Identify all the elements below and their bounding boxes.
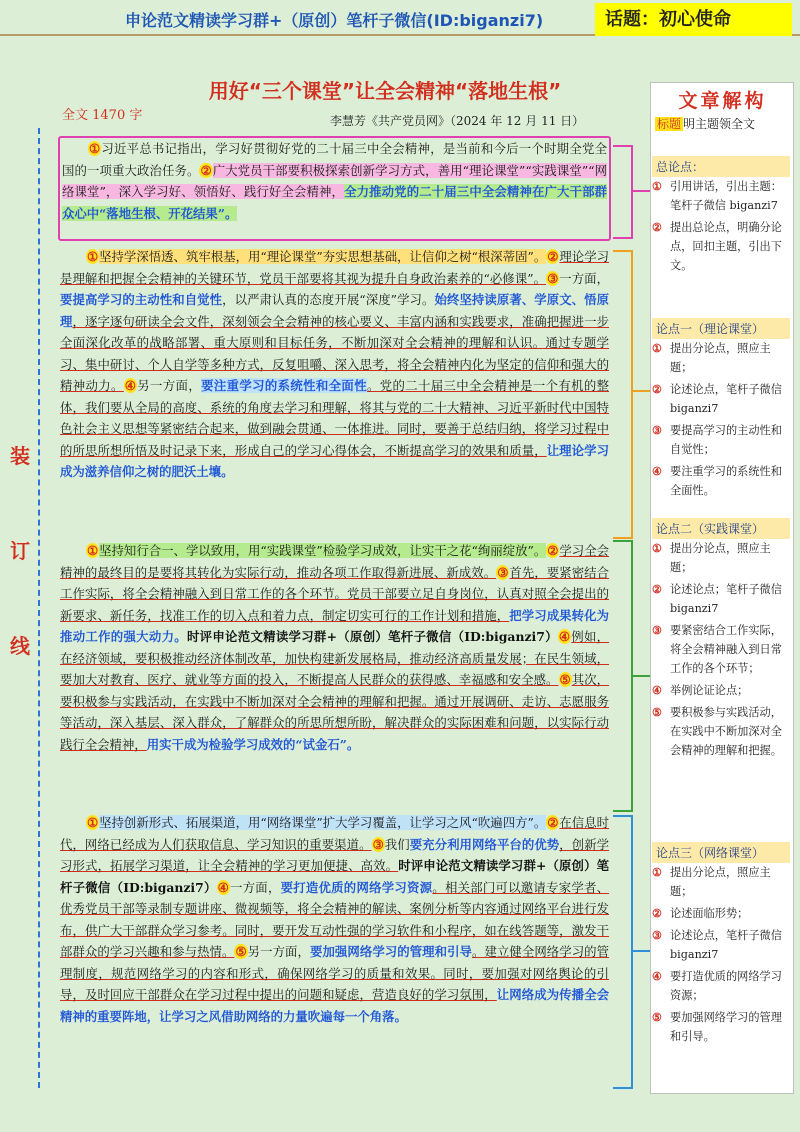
item-number: ② <box>652 382 663 396</box>
panel-section-items <box>652 177 790 278</box>
key-sentence: 让理论学习成为滋养信仰之树的肥沃土壤。 <box>60 442 610 479</box>
bracket-intro <box>613 145 633 239</box>
paragraph-network <box>58 812 611 1096</box>
panel-item <box>652 177 790 215</box>
key-phrase: 要注重学习的系统性和全面性 <box>201 378 367 393</box>
binding-char-1: 装 <box>10 444 30 468</box>
bracket-stem-intro <box>631 190 651 192</box>
bracket-network <box>613 815 633 1089</box>
item-text: 引用讲话，引出主题：笔杆子微信 biganzi7 <box>670 180 782 212</box>
item-number: ④ <box>652 969 663 983</box>
item-text: 要积极参与实践活动，在实践中不断加深对全会精神的理解和把握。 <box>670 706 782 757</box>
item-text: 举例论证论点； <box>670 684 749 697</box>
topic-badge: 话题：初心使命 <box>595 3 792 36</box>
item-text: 提出分论点，照应主题； <box>670 866 771 898</box>
panel-item <box>652 621 790 678</box>
sentence-number: ③ <box>372 836 384 852</box>
sentence-number: ⑤ <box>235 944 247 959</box>
sentence-number: ② <box>547 815 559 830</box>
panel-tagline <box>655 115 755 132</box>
item-text: 要注重学习的系统性和全面性。 <box>670 465 782 497</box>
paragraph-text: 。相关部门可以邀请专家学者、优秀党员干部等录制专题讲座、微视频等，将全会精神的解读、案例分析等内容通过网络平台进行发布，供广大干部群众学习参考。同时，要开发互动性强的学习软件和小程序，如在线答题等，激发干部群众的学习兴趣和参与热情。 <box>60 879 610 959</box>
paragraph-intro <box>58 136 611 241</box>
item-text: 要紧密结合工作实际，将全会精神融入到日常工作的各个环节； <box>670 624 782 675</box>
paragraph-text: 习近平总书记指出，学习好贯彻好党的二十届三中全会精神，是当前和今后一个时期全党全国的一项重大政治任务。 <box>62 141 608 178</box>
item-number: ④ <box>652 464 663 478</box>
paragraph-text: 。建立健全网络学习的管理制度，规范网络学习的内容和形式，确保网络学习的质量和效果。同时，要加强对网络舆论的引导，及时回应干部群众在学习过程中提出的问题和疑虑，营造良好的学习氛围， <box>60 944 610 1002</box>
bracket-stem-network <box>631 950 651 952</box>
panel-item <box>652 462 790 500</box>
word-count: 全文 1470 字 <box>62 108 143 123</box>
paragraph-theory <box>58 246 611 539</box>
paragraph-text: 。党的二十届三中全会精神是一个有机的整体，我们要从全局的高度、系统的角度去学习和理解，将其与党的二十大精神、习近平新时代中国特色社会主义思想等紧密结合起来，做到融会贯通、一体推进。同时，要善于总结归纳，将学习过程中的所思所想所悟及时记录下来，形成自己的学习心得体会，不断提高学习的效果和质量， <box>60 378 610 458</box>
sentence-number: ③ <box>497 564 509 580</box>
sentence-number: ② <box>547 543 559 558</box>
paragraph-practice <box>58 540 611 810</box>
panel-item <box>652 218 790 275</box>
paragraph-text: 广大党员干部要积极探索创新学习方式，善用“理论课堂”“实践课堂”“网络课堂”，深入学习好、领悟好、践行好全会精神， <box>62 162 607 199</box>
binding-char-3: 线 <box>10 634 30 658</box>
key-phrase: 要加强网络学习的管理和引导 <box>310 944 473 959</box>
key-phrase: 要提高学习的主动性和自觉性 <box>60 292 223 307</box>
panel-section-heading: 论点二（实践课堂） <box>652 518 790 539</box>
sentence-number: ① <box>87 543 99 558</box>
sentence-number: ② <box>547 249 559 264</box>
sentence-number: ① <box>89 141 101 156</box>
item-text: 要打造优质的网络学习资源； <box>670 970 782 1002</box>
key-phrase: 要打造优质的网络学习资源 <box>280 879 433 895</box>
paragraph-text: 我们 <box>384 836 410 852</box>
item-number: ⑤ <box>652 705 663 719</box>
item-number: ③ <box>652 928 663 942</box>
item-number: ① <box>652 341 663 355</box>
panel-item <box>652 421 790 459</box>
paragraph-text: 学习全会精神的最终目的是要将其转化为实际行动，推动各项工作取得新进展、新成效。 <box>60 543 610 580</box>
sentence-number: ① <box>87 815 99 830</box>
panel-item <box>652 703 790 760</box>
sub-thesis: 坚持学深悟透、筑牢根基，用“理论课堂”夯实思想基础，让信仰之树“根深蒂固”。 <box>99 249 547 264</box>
bracket-theory <box>613 250 633 539</box>
panel-item <box>652 904 790 923</box>
paragraph-text: 理论学习是理解和把握全会精神的关键环节，党员干部要将其视为提升自身政治素养的“必修课”。 <box>60 249 610 286</box>
sentence-number: ② <box>200 162 212 178</box>
panel-item <box>652 1008 790 1046</box>
item-text: 论述面临形势； <box>670 907 749 920</box>
item-text: 论述论点；笔杆子微信 biganzi7 <box>670 583 782 615</box>
item-text: 提出分论点，照应主题； <box>670 342 771 374</box>
bracket-stem-practice <box>631 675 651 677</box>
sentence-number: ④ <box>217 879 230 895</box>
panel-section-items <box>652 863 790 1049</box>
binding-line <box>38 128 40 1088</box>
paragraph-text: 其次，要积极参与实践活动，在实践中不断加深对全会精神的理解和把握。通过开展调研、走访、志愿服务等活动，深入基层、深入群众，了解群众的所思所想所盼，解决群众的实际困难和问题，以实际行动践行全会精神， <box>60 672 610 752</box>
item-text: 要提高学习的主动性和自觉性； <box>670 424 782 456</box>
sentence-number: ④ <box>124 378 137 393</box>
panel-item <box>652 380 790 418</box>
watermark-ad: 时评申论范文精读学习群+（原创）笔杆子微信（ID:biganzi7） <box>60 858 609 895</box>
item-text: 论述论点，笔杆子微信 biganzi7 <box>670 929 782 961</box>
item-text: 论述论点，笔杆子微信 biganzi7 <box>670 383 782 415</box>
paragraph-text: 一方面， <box>230 879 281 895</box>
sub-thesis: 坚持知行合一、学以致用，用“实践课堂”检验学习成效，让实干之花“绚丽绽放”。 <box>99 543 547 558</box>
panel-item <box>652 681 790 700</box>
panel-section-heading: 论点一（理论课堂） <box>652 318 790 339</box>
sentence-number: ① <box>87 249 99 264</box>
sentence-number: ⑤ <box>559 672 571 687</box>
panel-item <box>652 967 790 1005</box>
paragraph-text: 另一方面， <box>247 944 310 959</box>
item-number: ④ <box>652 683 663 697</box>
title-tag: 标题 <box>657 117 682 131</box>
panel-section-heading: 论点三（网络课堂） <box>652 842 790 863</box>
item-number: ① <box>652 541 663 555</box>
item-number: ① <box>652 179 663 193</box>
bracket-practice <box>613 540 633 812</box>
key-phrase: 要充分利用网络平台的优势 <box>409 836 560 852</box>
article-byline: 李慧芳《共产党员网》（2024 年 12 月 11 日） <box>330 114 585 128</box>
paragraph-text: ，逐字逐句研读全会文件，深刻领会全会精神的核心要义、丰富内涵和实践要求，准确把握进一步全面深化改革的战略部署、重大原则和目标任务，不断加深对全会精神的理解和认识。通过专题学习、集中研讨、个人自学等多种方式，反复咀嚼、深入思考，将全会精神内化为坚定的信仰和强大的精神动力。 <box>60 313 610 393</box>
watermark-ad: 时评申论范文精读学习群+（原创）笔杆子微信（ID:biganzi7） <box>186 629 558 644</box>
title-tag-text: 明主题领全文 <box>683 117 756 131</box>
item-text: 提出总论点，明确分论点，回扣主题，引出下文。 <box>670 221 782 272</box>
item-number: ⑤ <box>652 1010 663 1024</box>
bracket-stem-theory <box>631 390 651 392</box>
item-text: 要加强网络学习的管理和引导。 <box>670 1011 782 1043</box>
key-sentence: 让网络成为传播全会精神的重要阵地，让学习之风借助网络的力量吹遍每一个角落。 <box>60 987 610 1024</box>
panel-item <box>652 539 790 577</box>
panel-item <box>652 339 790 377</box>
key-sentence: 用实干成为检验学习成效的“试金石”。 <box>146 736 360 752</box>
panel-section-items <box>652 539 790 763</box>
panel-section-items <box>652 339 790 503</box>
item-number: ③ <box>652 623 663 637</box>
paragraph-text: 另一方面， <box>137 378 202 393</box>
key-sentence: 全力推动党的二十届三中全会精神在广大干部群众心中“落地生根、开花结果”。 <box>62 184 607 221</box>
sentence-number: ④ <box>558 629 571 644</box>
key-sentence: 把学习成果转化为推动工作的强大动力。 <box>60 607 610 644</box>
paragraph-text: ，创新学习形式，拓展学习渠道，让全会精神的学习更加便捷、高效。 <box>60 836 610 873</box>
article-headline: 用好“三个课堂”让全会精神“落地生根” <box>208 79 562 103</box>
panel-item <box>652 580 790 618</box>
paragraph-text: 在信息时代，网络已经成为人们获取信息、学习知识的重要渠道。 <box>60 815 610 852</box>
key-phrase: 始终坚持读原著、学原文、悟原理 <box>60 292 610 329</box>
panel-item <box>652 863 790 901</box>
paragraph-text: 一方面， <box>559 270 610 286</box>
item-number: ③ <box>652 423 663 437</box>
header-title: 申论范文精读学习群+（原创）笔杆子微信(ID:biganzi7) <box>125 11 544 30</box>
panel-section-heading: 总论点： <box>652 156 790 177</box>
panel-title: 文章解构 <box>678 90 767 112</box>
item-number: ① <box>652 865 663 879</box>
paragraph-text: ，以严肃认真的态度开展“深度”学习。 <box>222 292 435 307</box>
item-number: ② <box>652 220 663 234</box>
panel-item <box>652 926 790 964</box>
sentence-number: ③ <box>547 270 559 286</box>
paragraph-text: 例如，在经济领域，要积极推动经济体制改革，加快构建新发展格局，推动经济高质量发展；在民生领域，要加大对教育、医疗、就业等方面的投入，不断提高人民群众的获得感、幸福感和安全感。 <box>60 629 610 687</box>
item-number: ② <box>652 906 663 920</box>
item-text: 提出分论点，照应主题； <box>670 542 771 574</box>
sub-thesis: 坚持创新形式、拓展渠道，用“网络课堂”扩大学习覆盖，让学习之风“吹遍四方”。 <box>99 815 547 830</box>
item-number: ② <box>652 582 663 596</box>
binding-char-2: 订 <box>10 539 30 563</box>
paragraph-text: 首先，要紧密结合工作实际，将全会精神融入到日常工作的各个环节。党员干部要立足自身岗位，认真对照全会提出的新要求、新任务，找准工作的切入点和着力点，制定切实可行的工作计划和措施， <box>60 564 610 623</box>
